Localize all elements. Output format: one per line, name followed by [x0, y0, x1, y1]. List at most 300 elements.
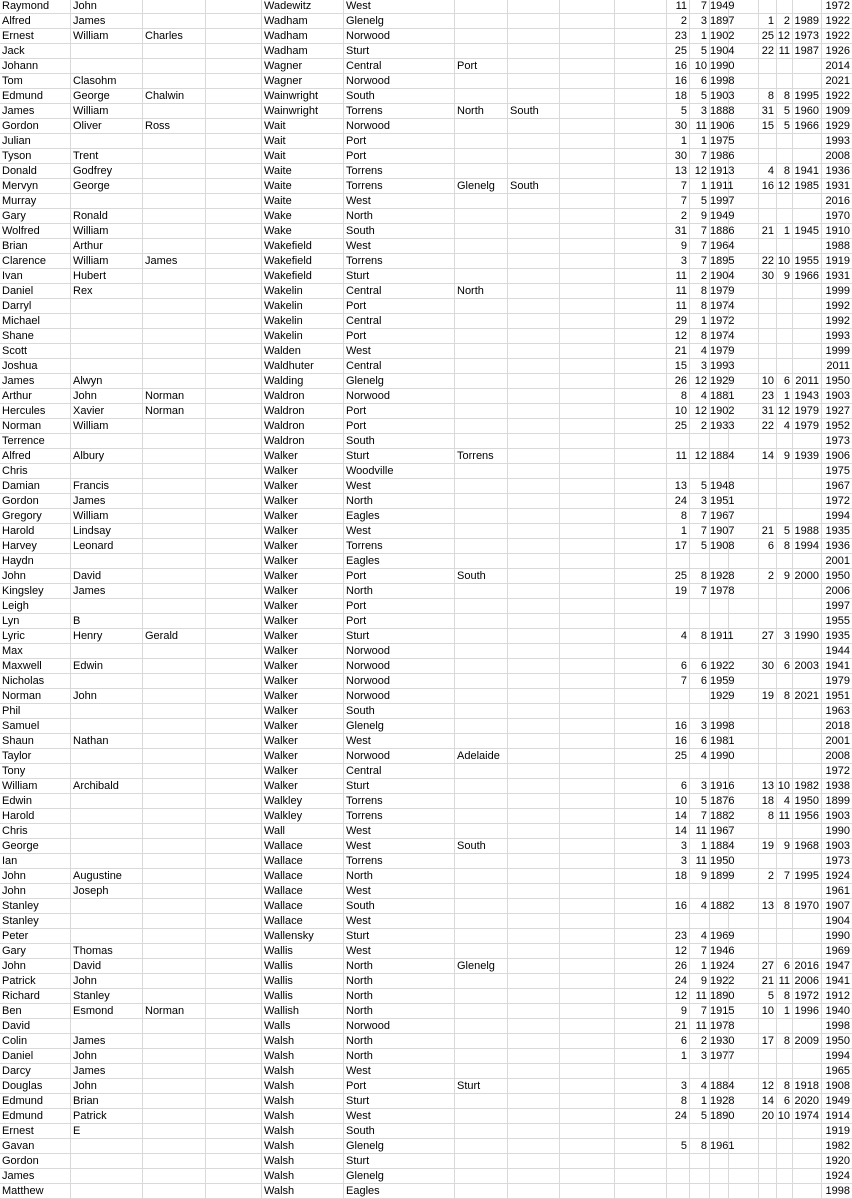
empty-cell[interactable]: [560, 839, 615, 854]
birth-year-cell[interactable]: 1967: [710, 510, 735, 522]
first-name-cell[interactable]: James: [0, 1169, 71, 1184]
empty-cell[interactable]: [729, 179, 759, 194]
empty-cell[interactable]: [729, 854, 759, 869]
club-2-cell[interactable]: South: [455, 839, 508, 854]
surname-cell[interactable]: Wakefield: [262, 239, 344, 254]
middle-name-cell[interactable]: Oliver: [71, 119, 143, 134]
birth-month-cell[interactable]: [690, 434, 710, 449]
middle-name-cell[interactable]: Alwyn: [71, 374, 143, 389]
debut-year-cell[interactable]: 1941: [825, 660, 850, 672]
club-2-cell[interactable]: [455, 869, 508, 884]
birth-day-cell[interactable]: 6: [667, 779, 690, 794]
first-name-cell[interactable]: Michael: [0, 314, 71, 329]
empty-cell[interactable]: [560, 1184, 615, 1199]
club-2-cell[interactable]: [455, 974, 508, 989]
middle-name-cell[interactable]: John: [71, 1079, 143, 1094]
birth-month-cell[interactable]: 12: [690, 404, 710, 419]
surname-cell[interactable]: Walker: [262, 644, 344, 659]
first-name-cell[interactable]: Shane: [0, 329, 71, 344]
empty-cell[interactable]: [206, 194, 262, 209]
club-2-cell[interactable]: [455, 719, 508, 734]
birth-year-cell[interactable]: 1904: [710, 270, 735, 282]
club-2-cell[interactable]: [455, 704, 508, 719]
third-name-cell[interactable]: [143, 239, 206, 254]
middle-name-cell[interactable]: Trent: [71, 149, 143, 164]
empty-cell[interactable]: [560, 944, 615, 959]
club-cell[interactable]: Sturt: [344, 1154, 455, 1169]
death-day-cell[interactable]: 4: [759, 164, 777, 179]
club-2-cell[interactable]: [455, 509, 508, 524]
surname-cell[interactable]: Walker: [262, 734, 344, 749]
death-month-cell[interactable]: [777, 824, 793, 839]
table-row[interactable]: [0, 989, 852, 1004]
empty-cell[interactable]: [206, 164, 262, 179]
birth-day-cell[interactable]: 18: [667, 869, 690, 884]
surname-cell[interactable]: Walkley: [262, 809, 344, 824]
birth-day-cell[interactable]: 5: [667, 104, 690, 119]
middle-name-cell[interactable]: William: [71, 224, 143, 239]
empty-cell[interactable]: [729, 989, 759, 1004]
birth-month-cell[interactable]: 4: [690, 389, 710, 404]
birth-month-cell[interactable]: 8: [690, 329, 710, 344]
death-year-cell[interactable]: 1972: [793, 989, 822, 1004]
club-3-cell[interactable]: [508, 779, 560, 794]
empty-cell[interactable]: [206, 269, 262, 284]
birth-year-cell[interactable]: 1907: [710, 525, 735, 537]
birth-month-cell[interactable]: 7: [690, 944, 710, 959]
debut-year-cell[interactable]: 1931: [825, 180, 850, 192]
table-row[interactable]: [0, 59, 852, 74]
third-name-cell[interactable]: [143, 764, 206, 779]
middle-name-cell[interactable]: Hubert: [71, 269, 143, 284]
death-year-cell[interactable]: [793, 1064, 822, 1079]
club-cell[interactable]: North: [344, 1004, 455, 1019]
empty-cell[interactable]: [729, 224, 759, 239]
first-name-cell[interactable]: Joshua: [0, 359, 71, 374]
empty-cell[interactable]: [615, 659, 667, 674]
club-cell[interactable]: Central: [344, 284, 455, 299]
debut-year-cell[interactable]: 1920: [825, 1155, 850, 1167]
empty-cell[interactable]: [560, 104, 615, 119]
club-cell[interactable]: Sturt: [344, 929, 455, 944]
club-3-cell[interactable]: [508, 209, 560, 224]
birth-year-cell[interactable]: 1981: [710, 735, 735, 747]
empty-cell[interactable]: [615, 164, 667, 179]
birth-year-cell[interactable]: 1922: [710, 975, 735, 987]
table-row[interactable]: [0, 239, 852, 254]
death-year-cell[interactable]: 1995: [793, 869, 822, 884]
empty-cell[interactable]: [560, 1019, 615, 1034]
middle-name-cell[interactable]: [71, 824, 143, 839]
empty-cell[interactable]: [615, 749, 667, 764]
surname-cell[interactable]: Walden: [262, 344, 344, 359]
club-2-cell[interactable]: [455, 1034, 508, 1049]
table-row[interactable]: [0, 719, 852, 734]
club-2-cell[interactable]: [455, 854, 508, 869]
empty-cell[interactable]: [615, 74, 667, 89]
debut-year-cell[interactable]: 1999: [825, 285, 850, 297]
death-month-cell[interactable]: 11: [777, 974, 793, 989]
surname-cell[interactable]: Wainwright: [262, 89, 344, 104]
birth-day-cell[interactable]: 24: [667, 974, 690, 989]
third-name-cell[interactable]: [143, 839, 206, 854]
birth-year-cell[interactable]: [710, 1154, 729, 1169]
club-2-cell[interactable]: South: [455, 569, 508, 584]
middle-name-cell[interactable]: John: [71, 689, 143, 704]
club-3-cell[interactable]: [508, 884, 560, 899]
birth-year-cell[interactable]: 1961: [710, 1140, 735, 1152]
debut-year-cell[interactable]: 1910: [825, 225, 850, 237]
middle-name-cell[interactable]: [71, 59, 143, 74]
empty-cell[interactable]: [729, 749, 759, 764]
birth-year-cell[interactable]: 1876: [710, 795, 735, 807]
middle-name-cell[interactable]: Patrick: [71, 1109, 143, 1124]
third-name-cell[interactable]: [143, 719, 206, 734]
birth-year-cell[interactable]: 1886: [710, 225, 735, 237]
table-row[interactable]: [0, 614, 852, 629]
debut-year-cell[interactable]: 1982: [825, 1140, 850, 1152]
death-month-cell[interactable]: 12: [777, 404, 793, 419]
first-name-cell[interactable]: Damian: [0, 479, 71, 494]
first-name-cell[interactable]: Lyric: [0, 629, 71, 644]
birth-year-cell[interactable]: 1911: [710, 180, 734, 192]
first-name-cell[interactable]: Richard: [0, 989, 71, 1004]
third-name-cell[interactable]: [143, 809, 206, 824]
third-name-cell[interactable]: [143, 674, 206, 689]
death-year-cell[interactable]: 1918: [793, 1079, 822, 1094]
death-year-cell[interactable]: [793, 0, 822, 14]
empty-cell[interactable]: [560, 644, 615, 659]
birth-month-cell[interactable]: [690, 914, 710, 929]
table-row[interactable]: [0, 419, 852, 434]
table-row[interactable]: [0, 899, 852, 914]
death-year-cell[interactable]: 1974: [793, 1109, 822, 1124]
birth-day-cell[interactable]: 23: [667, 29, 690, 44]
third-name-cell[interactable]: [143, 374, 206, 389]
debut-year-cell[interactable]: 1944: [825, 645, 850, 657]
club-2-cell[interactable]: [455, 494, 508, 509]
club-3-cell[interactable]: [508, 674, 560, 689]
third-name-cell[interactable]: [143, 179, 206, 194]
surname-cell[interactable]: Wallace: [262, 869, 344, 884]
birth-year-cell[interactable]: 1884: [710, 840, 735, 852]
surname-cell[interactable]: Walker: [262, 719, 344, 734]
table-row[interactable]: [0, 749, 852, 764]
birth-year-cell[interactable]: 1916: [710, 780, 735, 792]
birth-month-cell[interactable]: 5: [690, 794, 710, 809]
birth-day-cell[interactable]: 30: [667, 119, 690, 134]
club-cell[interactable]: North: [344, 959, 455, 974]
empty-cell[interactable]: [560, 1034, 615, 1049]
middle-name-cell[interactable]: [71, 344, 143, 359]
empty-cell[interactable]: [729, 599, 759, 614]
table-row[interactable]: [0, 644, 852, 659]
debut-year-cell[interactable]: 1955: [825, 615, 850, 627]
empty-cell[interactable]: [206, 1094, 262, 1109]
first-name-cell[interactable]: Johann: [0, 59, 71, 74]
empty-cell[interactable]: [729, 1034, 759, 1049]
table-row[interactable]: [0, 944, 852, 959]
death-year-cell[interactable]: [793, 1169, 822, 1184]
empty-cell[interactable]: [615, 1004, 667, 1019]
birth-month-cell[interactable]: 8: [690, 299, 710, 314]
empty-cell[interactable]: [615, 1079, 667, 1094]
birth-month-cell[interactable]: 7: [690, 524, 710, 539]
club-3-cell[interactable]: [508, 0, 560, 14]
death-day-cell[interactable]: 16: [759, 179, 777, 194]
empty-cell[interactable]: [560, 794, 615, 809]
empty-cell[interactable]: [206, 479, 262, 494]
table-row[interactable]: [0, 869, 852, 884]
death-month-cell[interactable]: [777, 1019, 793, 1034]
death-year-cell[interactable]: [793, 884, 822, 899]
debut-year-cell[interactable]: 1924: [825, 870, 850, 882]
table-row[interactable]: [0, 809, 852, 824]
death-year-cell[interactable]: [793, 944, 822, 959]
death-day-cell[interactable]: [759, 359, 777, 374]
debut-year-cell[interactable]: 2001: [825, 735, 850, 747]
birth-month-cell[interactable]: 5: [690, 1109, 710, 1124]
birth-day-cell[interactable]: 19: [667, 584, 690, 599]
death-day-cell[interactable]: [759, 149, 777, 164]
first-name-cell[interactable]: Gordon: [0, 494, 71, 509]
club-3-cell[interactable]: [508, 614, 560, 629]
death-day-cell[interactable]: [759, 1139, 777, 1154]
death-year-cell[interactable]: [793, 434, 822, 449]
club-2-cell[interactable]: [455, 689, 508, 704]
birth-day-cell[interactable]: 16: [667, 74, 690, 89]
death-day-cell[interactable]: 30: [759, 659, 777, 674]
empty-cell[interactable]: [729, 389, 759, 404]
debut-year-cell[interactable]: 1998: [825, 1185, 850, 1197]
middle-name-cell[interactable]: Godfrey: [71, 164, 143, 179]
birth-month-cell[interactable]: 4: [690, 749, 710, 764]
club-cell[interactable]: Norwood: [344, 29, 455, 44]
surname-cell[interactable]: Wait: [262, 119, 344, 134]
empty-cell[interactable]: [560, 464, 615, 479]
birth-month-cell[interactable]: 1: [690, 134, 710, 149]
table-row[interactable]: [0, 539, 852, 554]
death-year-cell[interactable]: 1989: [793, 14, 822, 29]
empty-cell[interactable]: [615, 209, 667, 224]
death-day-cell[interactable]: 21: [759, 224, 777, 239]
empty-cell[interactable]: [729, 659, 759, 674]
table-row[interactable]: [0, 1109, 852, 1124]
death-day-cell[interactable]: [759, 464, 777, 479]
birth-month-cell[interactable]: [690, 464, 710, 479]
first-name-cell[interactable]: Stanley: [0, 899, 71, 914]
birth-month-cell[interactable]: 3: [690, 14, 710, 29]
club-2-cell[interactable]: [455, 1064, 508, 1079]
surname-cell[interactable]: Wakefield: [262, 254, 344, 269]
first-name-cell[interactable]: Chris: [0, 464, 71, 479]
empty-cell[interactable]: [615, 419, 667, 434]
birth-day-cell[interactable]: 9: [667, 239, 690, 254]
debut-year-cell[interactable]: 1935: [825, 525, 850, 537]
first-name-cell[interactable]: Max: [0, 644, 71, 659]
empty-cell[interactable]: [560, 599, 615, 614]
club-3-cell[interactable]: [508, 464, 560, 479]
death-year-cell[interactable]: 1995: [793, 89, 822, 104]
death-day-cell[interactable]: [759, 824, 777, 839]
death-month-cell[interactable]: 12: [777, 29, 793, 44]
death-day-cell[interactable]: 21: [759, 974, 777, 989]
birth-month-cell[interactable]: 1: [690, 1094, 710, 1109]
middle-name-cell[interactable]: James: [71, 494, 143, 509]
middle-name-cell[interactable]: David: [71, 959, 143, 974]
birth-day-cell[interactable]: 9: [667, 1004, 690, 1019]
club-cell[interactable]: North: [344, 584, 455, 599]
empty-cell[interactable]: [560, 824, 615, 839]
club-2-cell[interactable]: [455, 1019, 508, 1034]
death-day-cell[interactable]: [759, 0, 777, 14]
birth-month-cell[interactable]: 7: [690, 809, 710, 824]
empty-cell[interactable]: [560, 569, 615, 584]
birth-month-cell[interactable]: 2: [690, 1034, 710, 1049]
first-name-cell[interactable]: Alfred: [0, 14, 71, 29]
death-year-cell[interactable]: [793, 494, 822, 509]
club-2-cell[interactable]: [455, 209, 508, 224]
death-month-cell[interactable]: 8: [777, 899, 793, 914]
table-row[interactable]: [0, 269, 852, 284]
club-3-cell[interactable]: [508, 1094, 560, 1109]
empty-cell[interactable]: [560, 434, 615, 449]
death-month-cell[interactable]: [777, 944, 793, 959]
birth-day-cell[interactable]: 4: [667, 629, 690, 644]
club-cell[interactable]: Norwood: [344, 674, 455, 689]
club-cell[interactable]: Port: [344, 569, 455, 584]
table-row[interactable]: [0, 854, 852, 869]
death-month-cell[interactable]: [777, 554, 793, 569]
club-cell[interactable]: Norwood: [344, 1019, 455, 1034]
death-year-cell[interactable]: [793, 299, 822, 314]
first-name-cell[interactable]: Nicholas: [0, 674, 71, 689]
club-3-cell[interactable]: [508, 644, 560, 659]
debut-year-cell[interactable]: 1929: [825, 120, 850, 132]
debut-year-cell[interactable]: 1950: [825, 375, 850, 387]
death-day-cell[interactable]: [759, 509, 777, 524]
surname-cell[interactable]: Wall: [262, 824, 344, 839]
club-3-cell[interactable]: [508, 959, 560, 974]
death-year-cell[interactable]: 2016: [793, 959, 822, 974]
death-month-cell[interactable]: [777, 479, 793, 494]
middle-name-cell[interactable]: [71, 314, 143, 329]
birth-month-cell[interactable]: [690, 644, 710, 659]
birth-year-cell[interactable]: 1902: [710, 30, 735, 42]
club-2-cell[interactable]: [455, 149, 508, 164]
empty-cell[interactable]: [729, 1109, 759, 1124]
empty-cell[interactable]: [206, 779, 262, 794]
birth-year-cell[interactable]: 1998: [710, 75, 735, 87]
death-month-cell[interactable]: 10: [777, 779, 793, 794]
empty-cell[interactable]: [729, 1019, 759, 1034]
birth-month-cell[interactable]: 7: [690, 0, 710, 14]
birth-year-cell[interactable]: [710, 1124, 729, 1139]
debut-year-cell[interactable]: 1924: [825, 1170, 850, 1182]
table-row[interactable]: [0, 839, 852, 854]
empty-cell[interactable]: [560, 509, 615, 524]
birth-day-cell[interactable]: 25: [667, 749, 690, 764]
death-year-cell[interactable]: [793, 134, 822, 149]
third-name-cell[interactable]: [143, 134, 206, 149]
empty-cell[interactable]: [206, 824, 262, 839]
death-year-cell[interactable]: 1988: [793, 524, 822, 539]
debut-year-cell[interactable]: 2018: [825, 720, 850, 732]
third-name-cell[interactable]: [143, 1184, 206, 1199]
empty-cell[interactable]: [615, 464, 667, 479]
birth-year-cell[interactable]: 1969: [710, 930, 735, 942]
debut-year-cell[interactable]: 1935: [825, 630, 850, 642]
birth-year-cell[interactable]: 1890: [710, 990, 735, 1002]
death-month-cell[interactable]: [777, 464, 793, 479]
empty-cell[interactable]: [615, 719, 667, 734]
club-3-cell[interactable]: [508, 659, 560, 674]
table-row[interactable]: [0, 389, 852, 404]
club-cell[interactable]: West: [344, 1064, 455, 1079]
birth-day-cell[interactable]: 26: [667, 959, 690, 974]
empty-cell[interactable]: [206, 404, 262, 419]
death-day-cell[interactable]: [759, 1049, 777, 1064]
birth-year-cell[interactable]: 1882: [710, 810, 735, 822]
club-cell[interactable]: Port: [344, 404, 455, 419]
third-name-cell[interactable]: [143, 1154, 206, 1169]
middle-name-cell[interactable]: [71, 839, 143, 854]
club-cell[interactable]: North: [344, 209, 455, 224]
club-3-cell[interactable]: [508, 794, 560, 809]
empty-cell[interactable]: [729, 689, 759, 704]
club-2-cell[interactable]: Port: [455, 59, 508, 74]
middle-name-cell[interactable]: [71, 299, 143, 314]
death-month-cell[interactable]: 9: [777, 449, 793, 464]
third-name-cell[interactable]: [143, 479, 206, 494]
death-day-cell[interactable]: [759, 494, 777, 509]
third-name-cell[interactable]: [143, 74, 206, 89]
third-name-cell[interactable]: [143, 434, 206, 449]
birth-day-cell[interactable]: [667, 1184, 690, 1199]
death-month-cell[interactable]: [777, 344, 793, 359]
death-year-cell[interactable]: 2021: [793, 689, 822, 704]
birth-year-cell[interactable]: 1986: [710, 150, 735, 162]
death-year-cell[interactable]: [793, 554, 822, 569]
birth-month-cell[interactable]: 3: [690, 719, 710, 734]
death-month-cell[interactable]: 9: [777, 569, 793, 584]
first-name-cell[interactable]: Stanley: [0, 914, 71, 929]
empty-cell[interactable]: [729, 644, 759, 659]
death-month-cell[interactable]: 1: [777, 1004, 793, 1019]
surname-cell[interactable]: Wadham: [262, 29, 344, 44]
death-month-cell[interactable]: [777, 734, 793, 749]
surname-cell[interactable]: Walsh: [262, 1064, 344, 1079]
empty-cell[interactable]: [206, 914, 262, 929]
club-cell[interactable]: Glenelg: [344, 1139, 455, 1154]
death-day-cell[interactable]: [759, 1169, 777, 1184]
empty-cell[interactable]: [729, 509, 759, 524]
birth-day-cell[interactable]: 15: [667, 359, 690, 374]
death-month-cell[interactable]: [777, 854, 793, 869]
empty-cell[interactable]: [560, 584, 615, 599]
middle-name-cell[interactable]: [71, 1139, 143, 1154]
empty-cell[interactable]: [206, 899, 262, 914]
death-day-cell[interactable]: 20: [759, 1109, 777, 1124]
empty-cell[interactable]: [206, 419, 262, 434]
birth-day-cell[interactable]: 16: [667, 734, 690, 749]
empty-cell[interactable]: [206, 314, 262, 329]
third-name-cell[interactable]: [143, 1094, 206, 1109]
surname-cell[interactable]: Walker: [262, 659, 344, 674]
empty-cell[interactable]: [560, 779, 615, 794]
birth-day-cell[interactable]: 1: [667, 134, 690, 149]
third-name-cell[interactable]: Norman: [143, 389, 206, 404]
